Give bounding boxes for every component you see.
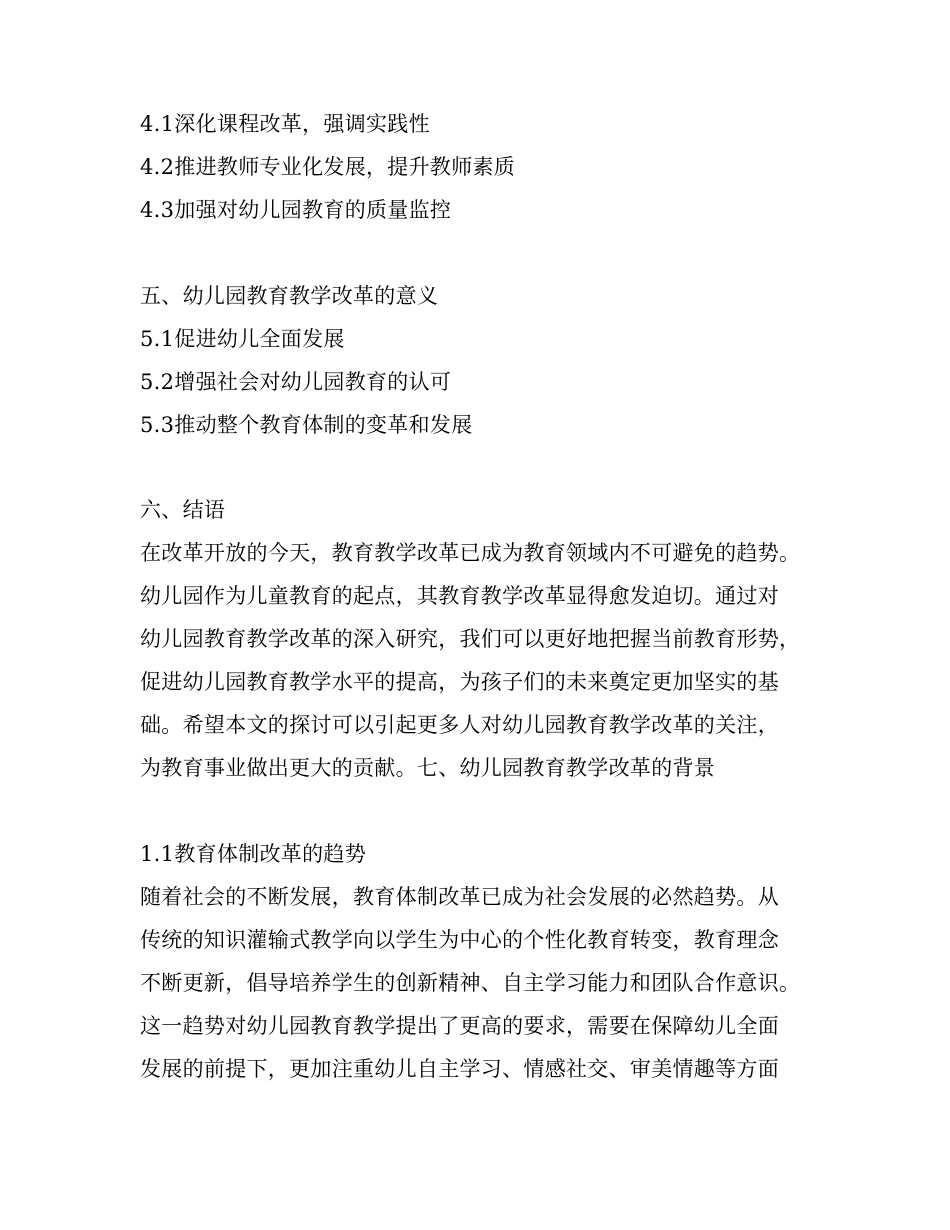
- paragraph-line: 幼儿园教育教学改革的深入研究，我们可以更好地把握当前教育形势，: [140, 627, 801, 651]
- heading-5-2: 5.2增强社会对幼儿园教育的认可: [140, 370, 452, 394]
- section-heading-6: 六、结语: [140, 498, 226, 522]
- paragraph-line: 随着社会的不断发展，教育体制改革已成为社会发展的必然趋势。从: [140, 885, 779, 909]
- heading-5-3: 5.3推动整个教育体制的变革和发展: [140, 413, 473, 437]
- paragraph-line: 为教育事业做出更大的贡献。七、幼儿园教育教学改革的背景: [140, 756, 716, 780]
- heading-4-2: 4.2推进教师专业化发展，提升教师素质: [140, 155, 516, 179]
- paragraph-line: 在改革开放的今天，教育教学改革已成为教育领域内不可避免的趋势。: [140, 541, 801, 565]
- paragraph-line: 这一趋势对幼儿园教育教学提出了更高的要求，需要在保障幼儿全面: [140, 1014, 779, 1038]
- heading-4-3: 4.3加强对幼儿园教育的质量监控: [140, 198, 452, 222]
- paragraph-line: 不断更新，倡导培养学生的创新精神、自主学习能力和团队合作意识。: [140, 971, 801, 995]
- section-heading-5: 五、幼儿园教育教学改革的意义: [140, 284, 439, 308]
- heading-5-1: 5.1促进幼儿全面发展: [140, 327, 345, 351]
- heading-1-1: 1.1教育体制改革的趋势: [140, 842, 366, 866]
- paragraph-line: 础。希望本文的探讨可以引起更多人对幼儿园教育教学改革的关注，: [140, 713, 779, 737]
- heading-4-1: 4.1深化课程改革，强调实践性: [140, 112, 430, 136]
- paragraph-line: 传统的知识灌输式教学向以学生为中心的个性化教育转变，教育理念: [140, 928, 779, 952]
- paragraph-line: 发展的前提下，更加注重幼儿自主学习、情感社交、审美情趣等方面: [140, 1057, 779, 1081]
- paragraph-line: 促进幼儿园教育教学水平的提高，为孩子们的未来奠定更加坚实的基: [140, 670, 779, 694]
- paragraph-line: 幼儿园作为儿童教育的起点，其教育教学改革显得愈发迫切。通过对: [140, 584, 779, 608]
